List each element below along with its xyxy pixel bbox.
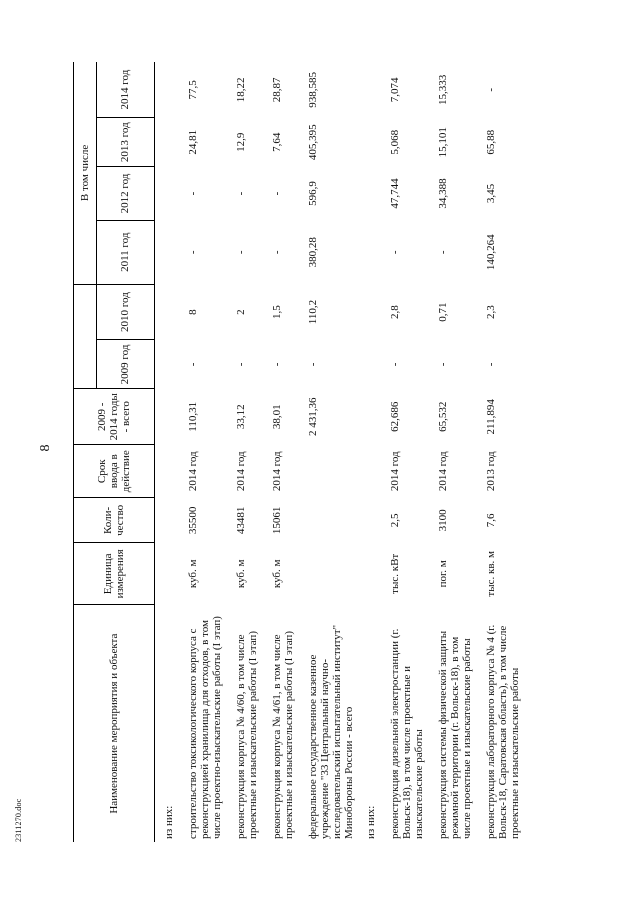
cell-y2014: 77,5	[187, 80, 199, 100]
cell-y2013	[155, 118, 178, 167]
cell-y2012	[155, 167, 178, 220]
rotated-table-page	[73, 62, 603, 842]
cell-name: реконструкция системы физической защиты режимной территории (г. Вольск-18), в том числе проектные и изыскательские работы	[437, 630, 473, 839]
cell-y2012: 596,9	[307, 181, 319, 206]
cell-y2011	[357, 220, 379, 284]
cell-y2013: 65,88	[485, 129, 497, 155]
cell-term: 2014 год	[271, 451, 283, 492]
cell-total: 211,894	[485, 399, 497, 435]
cell-y2012: 47,744	[389, 178, 401, 209]
cell-name: из них:	[163, 805, 175, 839]
cell-y2009: -	[437, 362, 449, 367]
cell-y2014: 28,87	[271, 77, 283, 103]
cell-y2013: 405,395	[307, 124, 319, 161]
cell-unit: куб. м	[271, 559, 283, 589]
cell-unit	[297, 543, 357, 605]
cell-y2013: 7,64	[271, 132, 283, 152]
cell-unit	[155, 543, 178, 605]
cell-y2014	[357, 62, 379, 118]
cell-y2009: -	[235, 362, 247, 367]
cell-y2014	[155, 62, 178, 118]
cell-unit: пог. м	[437, 560, 449, 588]
cell-name: реконструкция корпуса № 4/61, в том числе проектные и изыскательские работы (I этап)	[271, 631, 295, 839]
table-row	[261, 62, 297, 842]
cell-y2010: 2,8	[389, 305, 401, 319]
cell-total: 110,31	[187, 401, 199, 432]
cell-qty: 7,6	[485, 513, 497, 528]
cell-y2012: -	[235, 191, 247, 196]
header-term: Срок ввода в действие	[74, 445, 155, 498]
cell-y2012: -	[187, 191, 199, 196]
cell-y2009: -	[307, 362, 319, 367]
cell-y2010: 2,3	[485, 305, 497, 319]
cell-qty	[297, 498, 357, 543]
cell-y2011: 140,264	[485, 234, 497, 271]
cell-name: реконструкция корпуса № 4/60, в том числе проектные и изыскательские работы (I этап)	[235, 631, 259, 839]
cell-name: реконструкция дизельной электростанции (г. Вольск-18), в том числе проектные и изыскательские работы	[389, 628, 425, 839]
header-year-2010: 2010 год	[96, 284, 154, 340]
cell-y2011: -	[235, 250, 247, 255]
cell-y2009: -	[389, 362, 401, 367]
cell-y2009: -	[271, 362, 283, 367]
cell-qty	[357, 498, 379, 543]
cell-qty: 3100	[437, 509, 449, 532]
header-year-2012: 2012 год	[96, 167, 154, 220]
cell-total: 33,12	[235, 404, 247, 430]
cell-qty	[155, 498, 178, 543]
cell-unit: тыс. кв. м	[485, 551, 497, 597]
cell-unit: куб. м	[187, 559, 199, 589]
cell-y2011: 380,28	[307, 237, 319, 268]
table-row	[427, 62, 475, 842]
header-year-2013: 2013 год	[96, 118, 154, 167]
cell-term: 2013 год	[485, 451, 497, 492]
table-row	[177, 62, 225, 842]
header-blank	[74, 284, 97, 389]
header-incl: В том числе	[74, 62, 97, 284]
table-row	[379, 62, 427, 842]
cell-total	[357, 389, 379, 445]
cell-total: 65,532	[437, 401, 449, 432]
header-total: 2009 - 2014 годы - всего	[74, 389, 155, 445]
cell-y2011: -	[271, 250, 283, 255]
header-name: Наименование мероприятия и объекта	[74, 605, 155, 842]
cell-y2010	[357, 284, 379, 340]
table-row	[225, 62, 261, 842]
table-row	[475, 62, 523, 842]
cell-y2013: 24,81	[187, 129, 199, 155]
cell-y2014: 18,22	[235, 77, 247, 103]
cell-y2014: 938,585	[307, 71, 319, 108]
cell-y2013: 15,101	[437, 127, 449, 158]
cell-y2012: -	[271, 191, 283, 196]
cell-name: федеральное государственное казенное учреждение "33 Центральный научно-исследовательский испытательный институт" Минобороны России - всего	[307, 624, 355, 839]
cell-y2013	[357, 118, 379, 167]
cell-term: 2014 год	[235, 451, 247, 492]
cell-unit	[357, 543, 379, 605]
cell-name: реконструкция лабораторного корпуса № 4 (г. Вольск-18, Саратовская область), в том числе проектные и изыскательские работы	[485, 624, 521, 839]
cell-term	[357, 445, 379, 498]
cell-y2011: -	[187, 250, 199, 255]
footer-filename: 2311270.doc	[14, 798, 23, 842]
cell-y2014: 7,074	[389, 77, 401, 103]
cell-y2012: 3,45	[485, 183, 497, 204]
cell-name: строительство токсикологического корпуса с реконструкцией хранилища для отходов, в том числе проектно-изыскательские работы (I этап)	[187, 616, 223, 839]
cell-unit: тыс. кВт	[389, 553, 401, 594]
header-year-2014: 2014 год	[96, 62, 154, 118]
cell-unit: куб. м	[235, 559, 247, 589]
cell-y2012	[357, 167, 379, 220]
cell-y2010: 1,5	[271, 305, 283, 319]
cell-y2010: 110,2	[307, 299, 319, 325]
table-row	[357, 62, 379, 842]
cell-y2012: 34,388	[437, 178, 449, 209]
cell-term: 2014 год	[437, 451, 449, 492]
cell-y2010: 2	[235, 309, 247, 315]
cell-name: из них:	[365, 805, 377, 839]
cell-y2010: 8	[187, 309, 199, 315]
table-row	[155, 62, 178, 842]
cell-term	[297, 445, 357, 498]
cell-y2014: 15,333	[437, 74, 449, 105]
cell-qty: 43481	[235, 506, 247, 535]
cell-qty: 2,5	[389, 513, 401, 528]
header-year-2009: 2009 год	[96, 340, 154, 389]
cell-y2009	[357, 340, 379, 389]
cell-y2009: -	[187, 362, 199, 367]
header-qty: Коли-чество	[74, 498, 155, 543]
header-unit: Единица измерения	[74, 543, 155, 605]
cell-total: 62,686	[389, 401, 401, 432]
table-row	[297, 62, 357, 842]
cell-qty: 15061	[271, 506, 283, 535]
page-number: 8	[38, 444, 53, 452]
cell-y2010	[155, 284, 178, 340]
cell-qty: 35500	[187, 506, 199, 535]
cell-y2014: -	[485, 87, 497, 92]
cell-term	[155, 445, 178, 498]
cell-y2013: 12,9	[235, 132, 247, 152]
cell-y2011: -	[389, 250, 401, 255]
header-year-2011: 2011 год	[96, 220, 154, 284]
cell-y2009	[155, 340, 178, 389]
cell-y2009: -	[485, 362, 497, 367]
cell-term: 2014 год	[187, 451, 199, 492]
header-row-1	[74, 62, 97, 842]
cell-y2011: -	[437, 250, 449, 255]
cell-y2010: 0,71	[437, 302, 449, 322]
cell-total: 38,01	[271, 404, 283, 430]
cell-y2011	[155, 220, 178, 284]
budget-table	[73, 62, 523, 842]
cell-term: 2014 год	[389, 451, 401, 492]
cell-total	[155, 389, 178, 445]
cell-y2013: 5,068	[389, 129, 401, 155]
cell-total: 2 431,36	[307, 397, 319, 437]
